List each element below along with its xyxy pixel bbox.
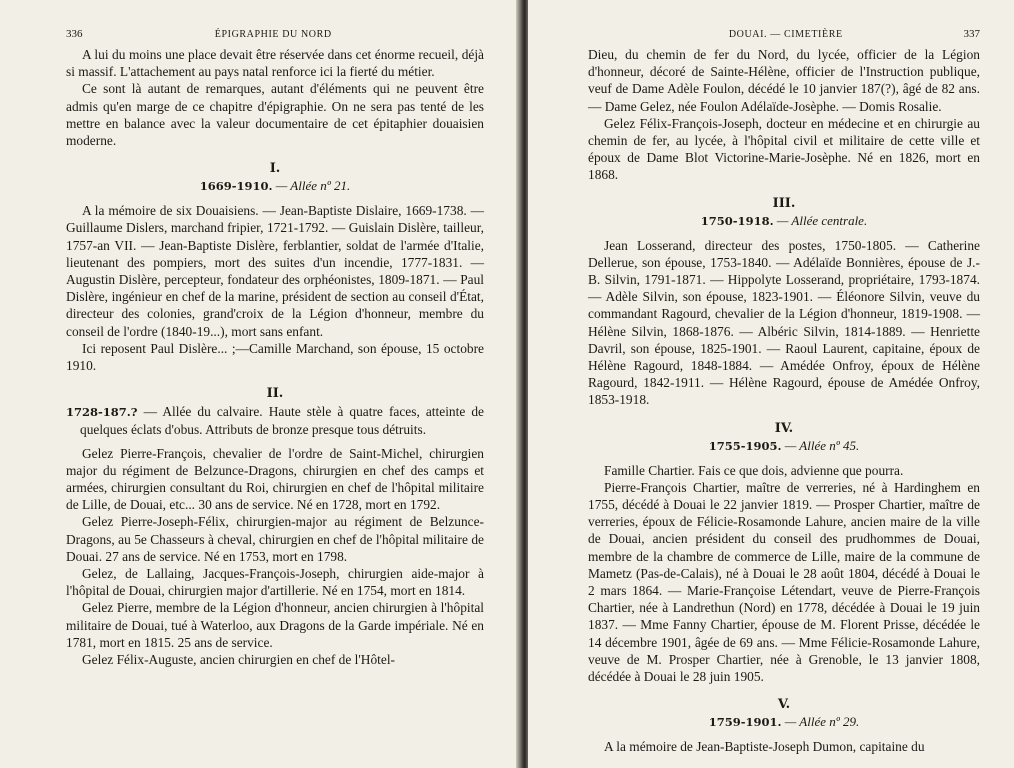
- section-2-paragraph-4: Gelez Pierre, membre de la Légion d'honneur, ancien chirurgien à l'hôpital militaire de Douai, tué à Waterloo, aux Dragons de la Garde impériale. Né en 1781, mort en 1815. 25 ans de service.: [66, 600, 484, 650]
- section-1-dates: 1669-1910.: [199, 179, 273, 194]
- section-4-paragraph-1: Famille Chartier. Fais ce que dois, advienne que pourra.: [604, 462, 904, 478]
- section-2-dates: 1728-187.?: [66, 405, 138, 420]
- section-1-paragraph-2: Ici reposent Paul Dislère... ;—Camille Marchand, son épouse, 15 octobre 1910.: [66, 340, 484, 374]
- section-2-paragraph-1: Gelez Pierre-François, chevalier de l'ordre de Saint-Michel, chirurgien major du régiment de Belzunce-Dragons, chirurgien en chef des camps et armées, chirurgien consultant du Roi, chirurgien en chef de l'hôpital militaire de Lille, de Douai, etc... 30 ans de service. Né en 1728, mort en 1792.: [66, 445, 484, 513]
- intro-paragraph-2: Ce sont là autant de remarques, autant d'éléments qui ne peuvent être admis qu'en marge de ce chapitre d'épigraphie. On ne sera pas tenté de les mettre en balance avec la valeur documentaire de cet épitaphier douaisien moderne.: [66, 81, 484, 149]
- section-5-heading: [588, 714, 980, 730]
- right-header-title: DOUAI. — CIMETIÈRE: [728, 29, 843, 40]
- section-5-allee: — Allée nº 29.: [784, 714, 860, 730]
- right-page-number: 337: [963, 28, 980, 40]
- section-5-dates: 1759-1901.: [708, 715, 782, 730]
- section-3-allee: — Allée centrale.: [776, 212, 868, 228]
- section-4-allee: — Allée nº 45.: [784, 437, 860, 453]
- section-3-number: III.: [772, 195, 796, 211]
- section-3-paragraph-1: Jean Losserand, directeur des postes, 1750-1805. — Catherine Dellerue, son épouse, 1753-1840. — Adélaïde Bonnières, épouse de J.-B. Silvin, 1791-1871. — Hippolyte Losserand, propriétaire, 1793-1874. — Adèle Silvin, son épouse, 1823-1901. — Éléonore Silvin, veuve du commandant Ragourd, chevalier de la Légion d'honneur, 1819-1908. — Hélène Silvin, 1868-1876. — Albéric Silvin, 1814-1889. — Henriette Davril, son épouse, 1825-1901. — Raoul Laurent, capitaine, époux de Hélène Ragourd, 1848-1884. — Amédée Onfroy, époux de Hélène Ragourd, 1842-1911. — Hélène Ragourd, épouse de Amédée Onfroy, 1853-1918.: [588, 237, 980, 408]
- left-header-title: ÉPIGRAPHIE DU NORD: [214, 29, 332, 40]
- section-3-heading: [588, 213, 980, 229]
- section-4-number: IV.: [774, 420, 794, 436]
- section-1-heading: [66, 178, 484, 194]
- continuation-paragraph-2: Gelez Félix-François-Joseph, docteur en médecine et en chirurgie au chemin de fer, au lycée, à l'hôpital civil et militaire de cette ville et époux de Dame Blot Victorine-Marie-Josèphe. Né en 1826, mort en 1868.: [588, 115, 980, 183]
- right-running-head: [588, 28, 980, 46]
- section-2-paragraph-3: Gelez, de Lallaing, Jacques-François-Joseph, chirurgien aide-major à l'hôpital de Douai, chirurgien major d'artillerie. Né en 1754, mort en 1814.: [66, 566, 484, 599]
- section-2-paragraph-2: Gelez Pierre-Joseph-Félix, chirurgien-major au régiment de Belzunce-Dragons, au 5e Chasseurs à cheval, chirurgien en chef de l'hôpital militaire de Douai. 27 ans de service. Né en 1753, mort en 1798.: [66, 514, 484, 564]
- section-2-number: II.: [266, 386, 284, 402]
- section-4-paragraph-2: Pierre-François Chartier, maître de verreries, né à Hardinghem en 1755, décédé à Douai le 22 janvier 1819. — Prosper Chartier, maître de verreries, époux de Félicie-Rosamonde Lahure, ancien maire de la ville de Douai, ancien président du conseil des prudhommes de Douai, membre de la chambre de commerce de Lille, maire de la commune de Mametz (Pas-de-Calais), né à Douai le 28 août 1804, décédé à Douai le 2 mars 1864. — Marie-Françoise Létendart, veuve de Pierre-François Chartier, née à Landrethun (Nord) en 1778, décédée à Douai le 19 juin 1837. — Mme Fanny Chartier, épouse de M. Florent Prisse, décédée le 14 décembre 1901, âgée de 69 ans. — Mme Félicie-Rosamonde Lahure, veuve de M. Prosper Chartier, née à Grenoble, le 13 janvier 1808, décédée à Douai le 28 juin 1905.: [588, 479, 980, 685]
- continuation-paragraph-1: Dieu, du chemin de fer du Nord, du lycée, officier de la Légion d'honneur, décoré de Sainte-Hélène, officier de l'Instruction publique, veuf de Dame Adèle Foulon, décédé le 10 janvier 187(?), âgé de 82 ans. — Dame Gelez, née Foulon Adélaïde-Josèphe. — Domis Rosalie.: [588, 47, 980, 114]
- section-2-lead: [66, 403, 484, 438]
- section-2-paragraph-5: Gelez Félix-Auguste, ancien chirurgien en chef de l'Hôtel-: [82, 652, 396, 668]
- section-2-lead-text: — Allée du calvaire. Haute stèle à quatre faces, atteinte de quelques éclats d'obus. Attributs de bronze presque tous détruits.: [80, 404, 484, 438]
- section-5-paragraph-1: A la mémoire de Jean-Baptiste-Joseph Dumon, capitaine du: [604, 739, 925, 755]
- section-4-dates: 1755-1905.: [708, 438, 782, 453]
- section-1-number: I.: [269, 161, 281, 177]
- right-page: [528, 0, 1014, 768]
- intro-paragraph-1: A lui du moins une place devait être réservée dans cet énorme recueil, déjà si massif. L'attachement au pays natal renforce ici la fierté du métier.: [66, 47, 484, 80]
- section-5-number: V.: [777, 697, 791, 713]
- left-page-number: 336: [66, 28, 83, 40]
- section-3-dates: 1750-1918.: [700, 213, 774, 228]
- section-4-heading: [588, 438, 980, 454]
- section-1-allee: — Allée nº 21.: [275, 178, 351, 194]
- left-running-head: [66, 28, 484, 46]
- section-1-paragraph-1: A la mémoire de six Douaisiens. — Jean-Baptiste Dislaire, 1669-1738. — Guillaume Dislers, marchand fripier, 1721-1792. — Guislain Dislère, tailleur, 1757-an VII. — Jean-Baptiste Dislère, ferblantier, soldat de l'armée d'Italie, lieutenant des pompiers, mort des suites d'un incendie, 1777-1831. — Augustin Dislère, percepteur, fondateur des orphéonistes, 1809-1871. — Paul Dislère, ingénieur en chef de la marine, président de section au conseil d'État, directeur des colonies, grand'croix de la Légion d'honneur, membre du conseil de l'ordre (1840-19...), mort sans enfant.: [66, 203, 484, 339]
